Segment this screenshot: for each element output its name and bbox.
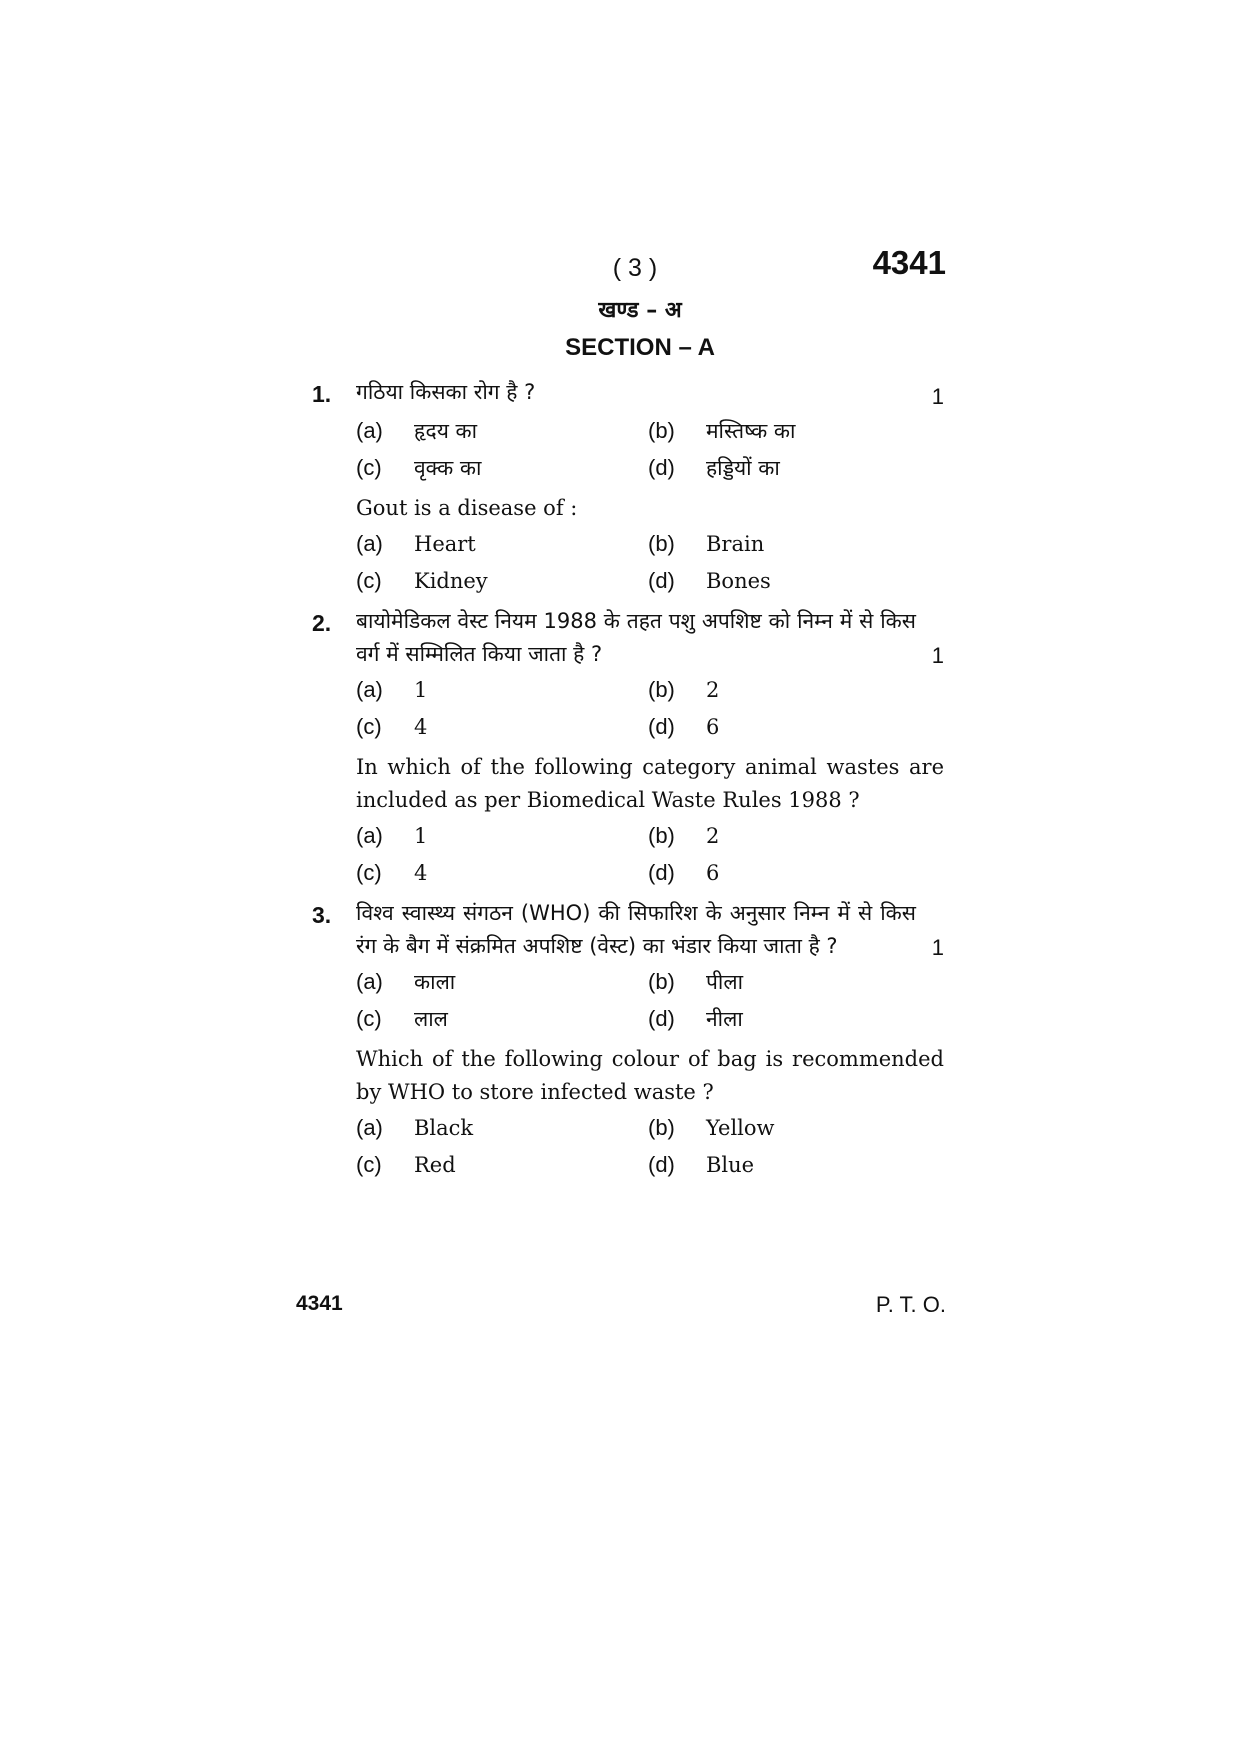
option-b bbox=[648, 1115, 940, 1141]
option-text: Bones bbox=[706, 568, 771, 593]
question-stem-hindi bbox=[312, 376, 944, 412]
option-text: 1 bbox=[414, 823, 428, 848]
option-text: Kidney bbox=[414, 568, 488, 593]
footer-pto: P. T. O. bbox=[875, 1292, 946, 1317]
option-label: (b) bbox=[648, 530, 675, 556]
option-d bbox=[648, 454, 940, 482]
section-title-hindi: खण्ड – अ bbox=[598, 298, 682, 323]
options-row bbox=[356, 817, 944, 854]
option-b bbox=[648, 968, 940, 996]
option-label: (a) bbox=[356, 676, 383, 702]
footer-paper-code: 4341 bbox=[296, 1292, 343, 1315]
option-label: (c) bbox=[356, 713, 382, 739]
question-number: 3. bbox=[312, 902, 332, 928]
options-row bbox=[356, 412, 944, 449]
option-a bbox=[356, 1115, 648, 1141]
option-a bbox=[356, 968, 648, 996]
question-stem-hindi bbox=[312, 605, 944, 671]
option-text: 6 bbox=[706, 860, 720, 885]
options-row bbox=[356, 854, 944, 891]
option-text: 4 bbox=[414, 714, 428, 739]
question-list bbox=[312, 376, 944, 1189]
option-text: Brain bbox=[706, 531, 765, 556]
option-text: 1 bbox=[414, 677, 428, 702]
option-label: (c) bbox=[356, 567, 382, 593]
option-b bbox=[648, 417, 940, 445]
option-text: Red bbox=[414, 1152, 456, 1177]
option-label: (b) bbox=[648, 1114, 675, 1140]
option-text: पीला bbox=[706, 969, 744, 994]
option-label: (d) bbox=[648, 567, 675, 593]
section-title-english: SECTION – A bbox=[565, 334, 715, 361]
question-text-english: Gout is a disease of : bbox=[356, 496, 578, 520]
option-label: (c) bbox=[356, 1151, 382, 1177]
option-text: काला bbox=[414, 969, 456, 994]
option-d bbox=[648, 568, 940, 594]
option-text: मस्तिष्क का bbox=[706, 418, 796, 443]
option-text: 2 bbox=[706, 823, 720, 848]
options-row bbox=[356, 963, 944, 1000]
option-text: नीला bbox=[706, 1006, 743, 1031]
option-label: (d) bbox=[648, 1005, 675, 1031]
option-label: (d) bbox=[648, 1151, 675, 1177]
option-label: (b) bbox=[648, 968, 675, 994]
option-label: (d) bbox=[648, 454, 675, 480]
question-number: 1. bbox=[312, 381, 332, 407]
question-stem-hindi bbox=[312, 897, 944, 963]
option-label: (b) bbox=[648, 676, 675, 702]
option-b bbox=[648, 677, 940, 703]
question-marks: 1 bbox=[931, 935, 944, 960]
option-text: Yellow bbox=[706, 1115, 775, 1140]
option-text: Blue bbox=[706, 1152, 755, 1177]
option-label: (c) bbox=[356, 454, 382, 480]
options-row bbox=[356, 708, 944, 745]
options-row bbox=[356, 1109, 944, 1146]
page-number: ( 3 ) bbox=[612, 254, 658, 282]
option-label: (b) bbox=[648, 417, 675, 443]
option-label: (a) bbox=[356, 822, 383, 848]
option-a bbox=[356, 531, 648, 557]
question-text-hindi: गठिया किसका रोग है ? bbox=[356, 380, 536, 404]
option-label: (c) bbox=[356, 859, 382, 885]
option-a bbox=[356, 823, 648, 849]
option-d bbox=[648, 860, 940, 886]
option-c bbox=[356, 860, 648, 886]
option-text: हृदय का bbox=[414, 418, 478, 443]
option-d bbox=[648, 714, 940, 740]
option-text: Heart bbox=[414, 531, 476, 556]
question-text-english: In which of the following category animal wastes are included as per Biomedical Waste Rules 1988 ? bbox=[356, 755, 944, 812]
option-b bbox=[648, 531, 940, 557]
question-marks: 1 bbox=[931, 384, 944, 409]
option-text: हड्डियों का bbox=[706, 455, 780, 480]
question-3 bbox=[312, 897, 944, 1183]
option-text: 6 bbox=[706, 714, 720, 739]
option-text: 2 bbox=[706, 677, 720, 702]
option-text: वृक्क का bbox=[414, 455, 482, 480]
option-b bbox=[648, 823, 940, 849]
question-text-hindi: विश्व स्वास्थ्य संगठन (WHO) की सिफारिश के अनुसार निम्न में से किस रंग के बैग में संक्रमित अपशिष्ट (वेस्ट) का भंडार किया जाता है ? bbox=[356, 901, 916, 958]
option-label: (c) bbox=[356, 1005, 382, 1031]
option-c bbox=[356, 1152, 648, 1178]
option-a bbox=[356, 677, 648, 703]
option-label: (d) bbox=[648, 859, 675, 885]
option-label: (d) bbox=[648, 713, 675, 739]
option-d bbox=[648, 1152, 940, 1178]
option-c bbox=[356, 568, 648, 594]
option-label: (a) bbox=[356, 1114, 383, 1140]
option-label: (a) bbox=[356, 968, 383, 994]
option-text: लाल bbox=[414, 1006, 448, 1031]
options-row bbox=[356, 1146, 944, 1183]
paper-code: 4341 bbox=[872, 244, 946, 281]
option-text: Black bbox=[414, 1115, 474, 1140]
options-row bbox=[356, 1000, 944, 1037]
question-marks: 1 bbox=[931, 643, 944, 668]
options-row bbox=[356, 562, 944, 599]
option-text: 4 bbox=[414, 860, 428, 885]
options-row bbox=[356, 449, 944, 486]
option-label: (a) bbox=[356, 530, 383, 556]
option-a bbox=[356, 417, 648, 445]
question-2 bbox=[312, 605, 944, 891]
question-number: 2. bbox=[312, 610, 332, 636]
question-text-english: Which of the following colour of bag is recommended by WHO to store infected waste ? bbox=[356, 1047, 944, 1104]
options-row bbox=[356, 525, 944, 562]
question-text-hindi: बायोमेडिकल वेस्ट नियम 1988 के तहत पशु अपशिष्ट को निम्न में से किस वर्ग में सम्मिलित किया जाता है ? bbox=[356, 609, 916, 666]
option-c bbox=[356, 454, 648, 482]
option-d bbox=[648, 1005, 940, 1033]
option-c bbox=[356, 714, 648, 740]
question-1 bbox=[312, 376, 944, 599]
options-row bbox=[356, 671, 944, 708]
option-label: (a) bbox=[356, 417, 383, 443]
option-label: (b) bbox=[648, 822, 675, 848]
option-c bbox=[356, 1005, 648, 1033]
